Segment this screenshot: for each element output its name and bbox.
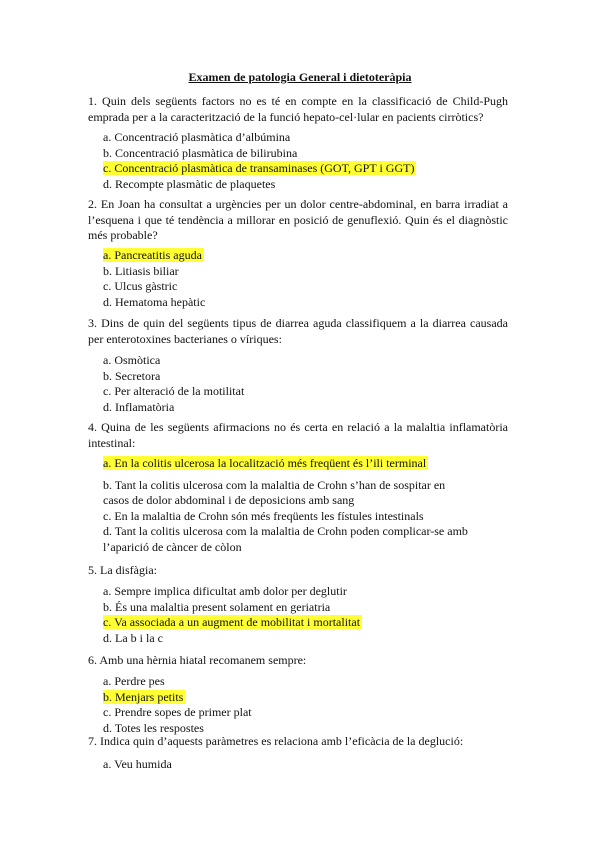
option-2b: b. Litiasis biliar — [103, 263, 179, 278]
option-3c: c. Per alteració de la motilitat — [103, 384, 245, 398]
question-3: 3. Dins de quin del següents tipus de diarrea aguda classifiquem a la diarrea causada per enterotoxines bacterianes o víriques: — [88, 316, 508, 346]
option-1c-highlighted: c. Concentració plasmàtica de transaminases (GOT, GPT i GGT) — [103, 161, 415, 175]
option-5c-highlighted: c. Va associada a un augment de mobilitat i mortalitat — [103, 615, 361, 629]
question-5: 5. La disfàgia: — [88, 563, 157, 577]
option-4a-highlighted: a. En la colitis ulcerosa la localització més freqüent és l’ili terminal — [103, 456, 427, 470]
question-6: 6. Amb una hèrnia hiatal recomanem sempre: — [88, 653, 307, 667]
option-6a: a. Perdre pes — [103, 674, 165, 688]
option-4c: c. En la malaltia de Crohn són més freqüents les fístules intestinals — [103, 508, 424, 523]
option-2d: d. Hematoma hepàtic — [103, 294, 206, 309]
question-6-options — [103, 674, 503, 736]
option-7a: a. Veu humida — [103, 757, 172, 771]
option-5b: b. És una malaltia present solament en geriatria — [103, 599, 331, 614]
option-6d: d. Totes les respostes — [103, 720, 204, 735]
question-2: 2. En Joan ha consultat a urgències per un dolor centre-abdominal, en barra irradiat a l’esquena i que té tendència a millorar en posició de genuflexió. Quin és el diagnòstic més probable? — [88, 197, 508, 242]
question-5-options — [103, 584, 503, 646]
option-3d: d. Inflamatòria — [103, 399, 175, 414]
option-1b: b. Concentració plasmàtica de bilirubina — [103, 145, 298, 160]
option-3b: b. Secretora — [103, 368, 161, 383]
option-2a-highlighted: a. Pancreatitis aguda — [103, 248, 202, 262]
option-1d: d. Recompte plasmàtic de plaquetes — [103, 176, 276, 191]
question-4-options — [103, 456, 503, 555]
option-6b-highlighted: b. Menjars petits — [103, 689, 184, 704]
question-1-options — [103, 130, 503, 192]
option-6c: c. Prendre sopes de primer plat — [103, 705, 252, 719]
option-3a: a. Osmòtica — [103, 353, 161, 367]
question-1: 1. Quin dels següents factors no es té en compte en la classificació de Child-Pugh emprada per a la caracterització de la funció hepato-cel·lular en pacients cirròtics? — [88, 94, 508, 124]
option-5d: d. La b i la c — [103, 630, 163, 645]
option-4d: d. Tant la colitis ulcerosa com la malaltia de Crohn poden complicar-se amb l’aparició de càncer de còlon — [103, 524, 468, 554]
question-7-options — [103, 757, 503, 773]
question-4: 4. Quina de les següents afirmacions no és certa en relació a la malaltia inflamatòria intestinal: — [88, 420, 508, 450]
option-2c: c. Ulcus gàstric — [103, 279, 178, 293]
option-4b: b. Tant la colitis ulcerosa com la malaltia de Crohn s’han de sospitar en casos de dolor abdominal i de deposicions amb sang — [103, 477, 446, 507]
question-7: 7. Indica quin d’aquests paràmetres es relaciona amb l’eficàcia de la deglució: — [88, 734, 464, 748]
question-3-options — [103, 353, 503, 415]
question-2-options — [103, 248, 503, 310]
option-1a: a. Concentració plasmàtica d’albúmina — [103, 130, 291, 144]
option-5a: a. Sempre implica dificultat amb dolor per deglutir — [103, 584, 347, 598]
page-title: Examen de patologia General i dietoteràpia — [188, 70, 412, 84]
